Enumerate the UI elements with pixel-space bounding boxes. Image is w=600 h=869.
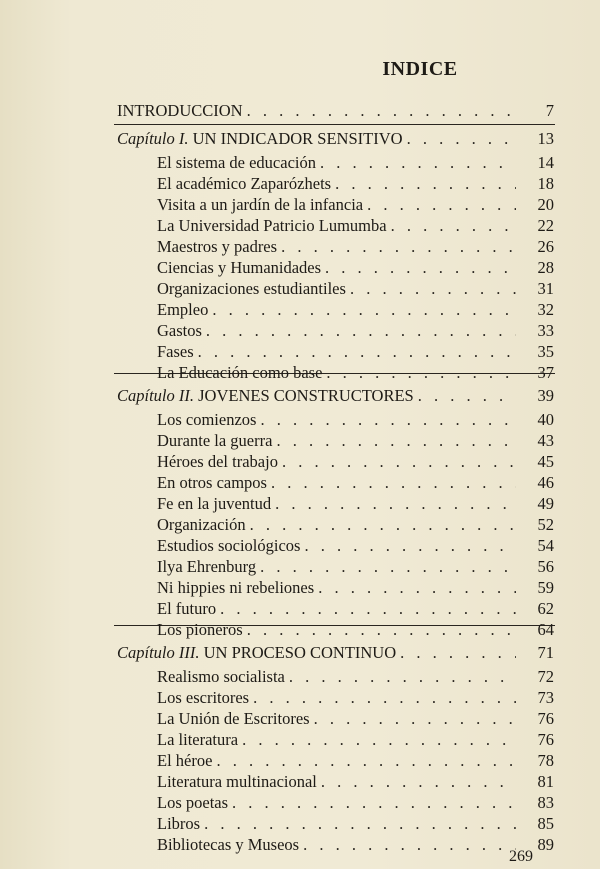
toc-page-number: 76 — [537, 730, 554, 749]
entry-title: JOVENES CONSTRUCTORES — [198, 386, 414, 405]
toc-entry-label — [157, 514, 246, 535]
toc-row — [117, 257, 554, 278]
dot-leader — [303, 834, 516, 855]
entry-title: Ilya Ehrenburg — [157, 557, 257, 576]
toc-row — [117, 598, 554, 619]
toc-page-number: 78 — [537, 751, 554, 770]
entry-title: Literatura multinacional — [157, 772, 317, 791]
toc-row — [117, 472, 554, 493]
entry-title: Libros — [157, 814, 201, 833]
page-title: INDICE — [382, 58, 458, 80]
toc-row — [117, 362, 554, 383]
dot-leader — [253, 687, 516, 708]
dot-leader — [407, 126, 516, 152]
toc-row — [117, 430, 554, 451]
entry-title: El sistema de educación — [157, 153, 316, 172]
toc-entry-label — [117, 640, 396, 666]
toc-entry-label — [117, 96, 243, 126]
toc-row — [117, 750, 554, 771]
toc-row — [117, 152, 554, 173]
toc-entry-label — [157, 750, 212, 771]
toc-page-number: 62 — [537, 599, 554, 618]
toc-entry-label — [157, 362, 322, 383]
toc-row — [117, 577, 554, 598]
chapter-number: Capítulo I. — [117, 129, 189, 148]
dot-leader — [250, 514, 516, 535]
dot-leader — [260, 409, 516, 430]
toc-page-number: 52 — [537, 515, 554, 534]
dot-leader — [260, 556, 516, 577]
toc-entry-label — [157, 152, 316, 173]
entry-title: Bibliotecas y Museos — [157, 835, 300, 854]
toc-entry-label — [157, 729, 238, 750]
toc-entry-label — [157, 493, 271, 514]
entry-title: Realismo socialista — [157, 667, 285, 686]
toc-page-number: 40 — [537, 410, 554, 429]
toc-page-number: 71 — [537, 643, 554, 662]
toc-entry-label — [117, 383, 414, 409]
entry-title: Ni hippies ni rebeliones — [157, 578, 315, 597]
toc-row — [117, 299, 554, 320]
entry-title: Los escritores — [157, 688, 250, 707]
toc-row — [117, 493, 554, 514]
toc-page-number: 89 — [537, 835, 554, 854]
dot-leader — [350, 278, 516, 299]
toc-entry-label — [157, 299, 208, 320]
dot-leader — [320, 152, 516, 173]
toc-entry-label — [157, 834, 299, 855]
entry-title: Los comienzos — [157, 410, 257, 429]
toc-entry-label — [157, 813, 200, 834]
entry-title: Ciencias y Humanidades — [157, 258, 322, 277]
toc-entry-label — [117, 126, 403, 152]
toc-entry-label — [157, 341, 194, 362]
dot-leader — [400, 640, 516, 666]
dot-leader — [335, 173, 516, 194]
dot-leader — [247, 619, 516, 640]
toc-chapter-row — [117, 383, 554, 409]
toc-entry-label — [157, 687, 249, 708]
toc-page-number: 35 — [537, 342, 554, 361]
toc-row — [117, 771, 554, 792]
toc-page-number: 33 — [537, 321, 554, 340]
toc-page-number: 14 — [537, 153, 554, 172]
entry-title: Héroes del trabajo — [157, 452, 278, 471]
toc-row — [117, 687, 554, 708]
toc-page-number: 39 — [537, 386, 554, 405]
toc-row — [117, 834, 554, 855]
entry-title: Los pioneros — [157, 620, 243, 639]
dot-leader — [318, 577, 516, 598]
toc-row — [117, 813, 554, 834]
toc-row — [117, 556, 554, 577]
entry-title: Gastos — [157, 321, 202, 340]
entry-title: La Unión de Escritores — [157, 709, 310, 728]
toc-page-number: 73 — [537, 688, 554, 707]
dot-leader — [216, 750, 516, 771]
toc-row — [117, 278, 554, 299]
entry-title: Los poetas — [157, 793, 229, 812]
dot-leader — [220, 598, 516, 619]
entry-title: El héroe — [157, 751, 213, 770]
dot-leader — [325, 257, 516, 278]
toc-page-number: 20 — [537, 195, 554, 214]
entry-title: Fe en la juventud — [157, 494, 272, 513]
dot-leader — [418, 383, 516, 409]
toc-entry-label — [157, 320, 202, 341]
toc-row — [117, 341, 554, 362]
entry-title: Empleo — [157, 300, 209, 319]
toc-entry-label — [157, 577, 314, 598]
entry-title: En otros campos — [157, 473, 267, 492]
dot-leader — [242, 729, 516, 750]
toc-entry-label — [157, 771, 317, 792]
toc-page-number: 72 — [537, 667, 554, 686]
toc-page-number: 31 — [537, 279, 554, 298]
dot-leader — [198, 341, 516, 362]
toc-entry-label — [157, 556, 256, 577]
toc-row — [117, 215, 554, 236]
entry-title: Durante la guerra — [157, 431, 273, 450]
toc-page-number: 64 — [537, 620, 554, 639]
dot-leader — [232, 792, 516, 813]
toc-row — [117, 173, 554, 194]
toc-entry-label — [157, 598, 216, 619]
toc-page-number: 46 — [537, 473, 554, 492]
toc-row — [117, 236, 554, 257]
toc-chapter-row — [117, 640, 554, 666]
entry-title: La literatura — [157, 730, 239, 749]
entry-title: Organización — [157, 515, 246, 534]
toc-entry-label — [157, 666, 285, 687]
toc-page-number: 28 — [537, 258, 554, 277]
entry-title: El futuro — [157, 599, 217, 618]
toc-entry-label — [157, 708, 310, 729]
toc-row — [117, 320, 554, 341]
toc-entry-label — [157, 236, 277, 257]
toc-intro-row — [117, 96, 554, 126]
toc-page-number: 54 — [537, 536, 554, 555]
toc-row — [117, 666, 554, 687]
toc-row — [117, 514, 554, 535]
toc-entry-label — [157, 409, 256, 430]
toc-page-number: 83 — [537, 793, 554, 812]
entry-title: La Universidad Patricio Lumumba — [157, 216, 387, 235]
toc-page-number: 13 — [537, 129, 554, 148]
toc-row — [117, 451, 554, 472]
dot-leader — [282, 451, 516, 472]
toc-row — [117, 792, 554, 813]
dot-leader — [212, 299, 516, 320]
dot-leader — [367, 194, 516, 215]
dot-leader — [391, 215, 516, 236]
toc-entry-label — [157, 173, 331, 194]
toc-page-number: 37 — [537, 363, 554, 382]
entry-title: Estudios sociológicos — [157, 536, 301, 555]
toc-row — [117, 619, 554, 640]
chapter-number: Capítulo III. — [117, 643, 200, 662]
toc-entry-label — [157, 472, 267, 493]
toc-entry-label — [157, 792, 228, 813]
dot-leader — [314, 708, 516, 729]
dot-leader — [304, 535, 516, 556]
dot-leader — [281, 236, 516, 257]
toc-page-number: 59 — [537, 578, 554, 597]
toc-page-number: 7 — [545, 101, 554, 120]
entry-title: Fases — [157, 342, 194, 361]
toc-row — [117, 409, 554, 430]
dot-leader — [289, 666, 516, 687]
table-of-contents — [117, 96, 554, 855]
dot-leader — [321, 771, 516, 792]
toc-page-number: 43 — [537, 431, 554, 450]
toc-entry-label — [157, 257, 321, 278]
toc-entry-label — [157, 194, 363, 215]
entry-title: Maestros y padres — [157, 237, 278, 256]
toc-row — [117, 535, 554, 556]
dot-leader — [275, 493, 516, 514]
toc-row — [117, 708, 554, 729]
chapter-number: Capítulo II. — [117, 386, 194, 405]
entry-title: La Educación como base — [157, 363, 323, 382]
toc-entry-label — [157, 215, 387, 236]
entry-title: INTRODUCCION — [117, 101, 243, 120]
toc-entry-label — [157, 619, 243, 640]
dot-leader — [271, 472, 516, 493]
toc-page-number: 22 — [537, 216, 554, 235]
toc-row — [117, 194, 554, 215]
toc-entry-label — [157, 430, 272, 451]
toc-page-number: 76 — [537, 709, 554, 728]
toc-entry-label — [157, 535, 300, 556]
dot-leader — [204, 813, 516, 834]
toc-page-number: 49 — [537, 494, 554, 513]
entry-title: El académico Zaparózhets — [157, 174, 332, 193]
toc-page-number: 18 — [537, 174, 554, 193]
toc-entry-label — [157, 451, 278, 472]
entry-title: UN PROCESO CONTINUO — [203, 643, 397, 662]
toc-page-number: 32 — [537, 300, 554, 319]
dot-leader — [276, 430, 516, 451]
toc-page-number: 56 — [537, 557, 554, 576]
toc-chapter-row — [117, 126, 554, 152]
toc-page-number: 26 — [537, 237, 554, 256]
toc-row — [117, 729, 554, 750]
entry-title: UN INDICADOR SENSITIVO — [192, 129, 403, 148]
entry-title: Visita a un jardín de la infancia — [157, 195, 364, 214]
dot-leader — [326, 362, 516, 383]
dot-leader — [247, 96, 516, 126]
toc-entry-label — [157, 278, 346, 299]
entry-title: Organizaciones estudiantiles — [157, 279, 346, 298]
toc-page-number: 81 — [537, 772, 554, 791]
page-number: 269 — [509, 848, 533, 865]
toc-page-number: 85 — [537, 814, 554, 833]
dot-leader — [206, 320, 516, 341]
toc-page-number: 45 — [537, 452, 554, 471]
